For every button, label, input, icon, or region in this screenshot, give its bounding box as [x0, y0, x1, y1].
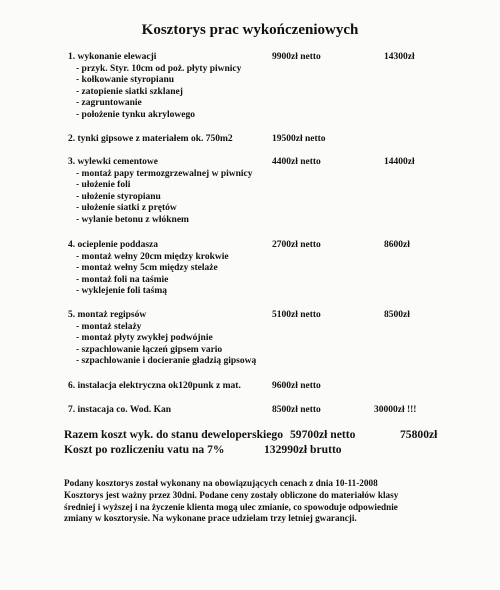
section-item: - ułożenie styropianu: [76, 191, 161, 202]
section-item: - montaż wełny 20cm między krokwie: [76, 251, 229, 262]
section-item: - montaż wełny 5cm między stelaże: [76, 263, 218, 274]
summary-label: Koszt po rozliczeniu vatu na 7%: [64, 443, 225, 456]
section-netto: 4400zł netto: [272, 157, 321, 167]
section-item: - ułożenie foli: [76, 180, 131, 191]
section-netto: 19500zł netto: [272, 134, 326, 144]
section-item: - przyk. Styr. 10cm od poż. płyty piwnicy: [76, 63, 242, 74]
section-item: - montaż foli na taśmie: [76, 274, 169, 285]
terms-note: [64, 478, 464, 525]
summary-vat-total: [64, 443, 494, 456]
section-total: 14400zł: [384, 157, 415, 167]
section-heading: 6. instalacja elektryczna ok120punk z mat.: [68, 381, 241, 391]
section-netto: 2700zł netto: [272, 240, 321, 250]
section-regipsy: [68, 310, 488, 368]
section-total: 8600zł: [384, 240, 410, 250]
note-line: średniej i wyższej i na życzenie klienta mogą ulec zmianie, co spowoduje odpowiednie: [64, 501, 398, 512]
section-wylewki: [68, 157, 488, 227]
section-item: - kołkowanie styropianu: [76, 75, 175, 86]
section-netto: 9900zł netto: [272, 52, 321, 62]
section-item: - szpachlowanie i docieranie gładzią gipsową: [76, 356, 257, 367]
section-item: - montaż płyty zwykłej podwójnie: [76, 333, 213, 344]
section-heading: 3. wylewki cementowe: [68, 157, 158, 167]
section-item: - zagruntowanie: [76, 98, 142, 109]
section-item: - montaż papy termozgrzewalnej w piwnicy: [76, 168, 253, 179]
note-line: Kosztorys jest ważny przez 30dni. Podane ceny zostały obliczone do materiałów klasy: [64, 489, 399, 500]
section-heading: 4. ocieplenie poddasza: [68, 240, 158, 250]
summary-label: Razem koszt wyk. do stanu deweloperskiego: [64, 428, 283, 441]
section-item: - szpachlowanie łączeń gipsem vario: [76, 344, 223, 355]
section-total: 14300zł: [384, 52, 415, 62]
section-netto: 9600zł netto: [272, 381, 321, 391]
section-netto: 5100zł netto: [272, 310, 321, 320]
section-item: - wylanie betonu z włóknem: [76, 214, 189, 225]
summary-brutto: 132990zł brutto: [264, 443, 342, 456]
section-item: - ułożenie siatki z prętów: [76, 203, 177, 214]
section-item: - zatopienie siatki szklanej: [76, 86, 183, 97]
section-item: - położenie tynku akrylowego: [76, 109, 196, 120]
section-elewacja: [68, 52, 488, 122]
section-tynki: [68, 134, 488, 146]
section-heading: 7. instacaja co. Wod. Kan: [68, 405, 172, 415]
section-item: - montaż stelaży: [76, 321, 142, 332]
document-title: Kosztorys prac wykończeniowych: [141, 22, 359, 38]
summary-total: 75800zł: [400, 428, 438, 441]
section-total: 8500zł: [384, 310, 410, 320]
section-netto: 8500zł netto: [272, 405, 321, 415]
section-elektryka: [68, 381, 488, 393]
summary-netto: 59700zł netto: [290, 428, 356, 441]
section-total: 30000zł !!!: [374, 405, 417, 415]
section-heading: 2. tynki gipsowe z materiałem ok. 750m2: [68, 134, 233, 144]
section-instalacja-wod-kan: [68, 405, 488, 417]
section-poddasze: [68, 240, 488, 298]
note-line: zmiany w kosztorysie. Na wykonane prace udzielam trzy letniej gwarancji.: [64, 513, 357, 524]
section-item: - wyklejenie foli taśmą: [76, 286, 168, 297]
section-heading: 1. wykonanie elewacji: [68, 52, 157, 62]
summary-developer-total: [64, 428, 494, 441]
section-heading: 5. montaż regipsów: [68, 310, 147, 320]
note-line: Podany kosztorys został wykonany na obowiązujących cenach z dnia 10-11-2008: [64, 478, 378, 488]
